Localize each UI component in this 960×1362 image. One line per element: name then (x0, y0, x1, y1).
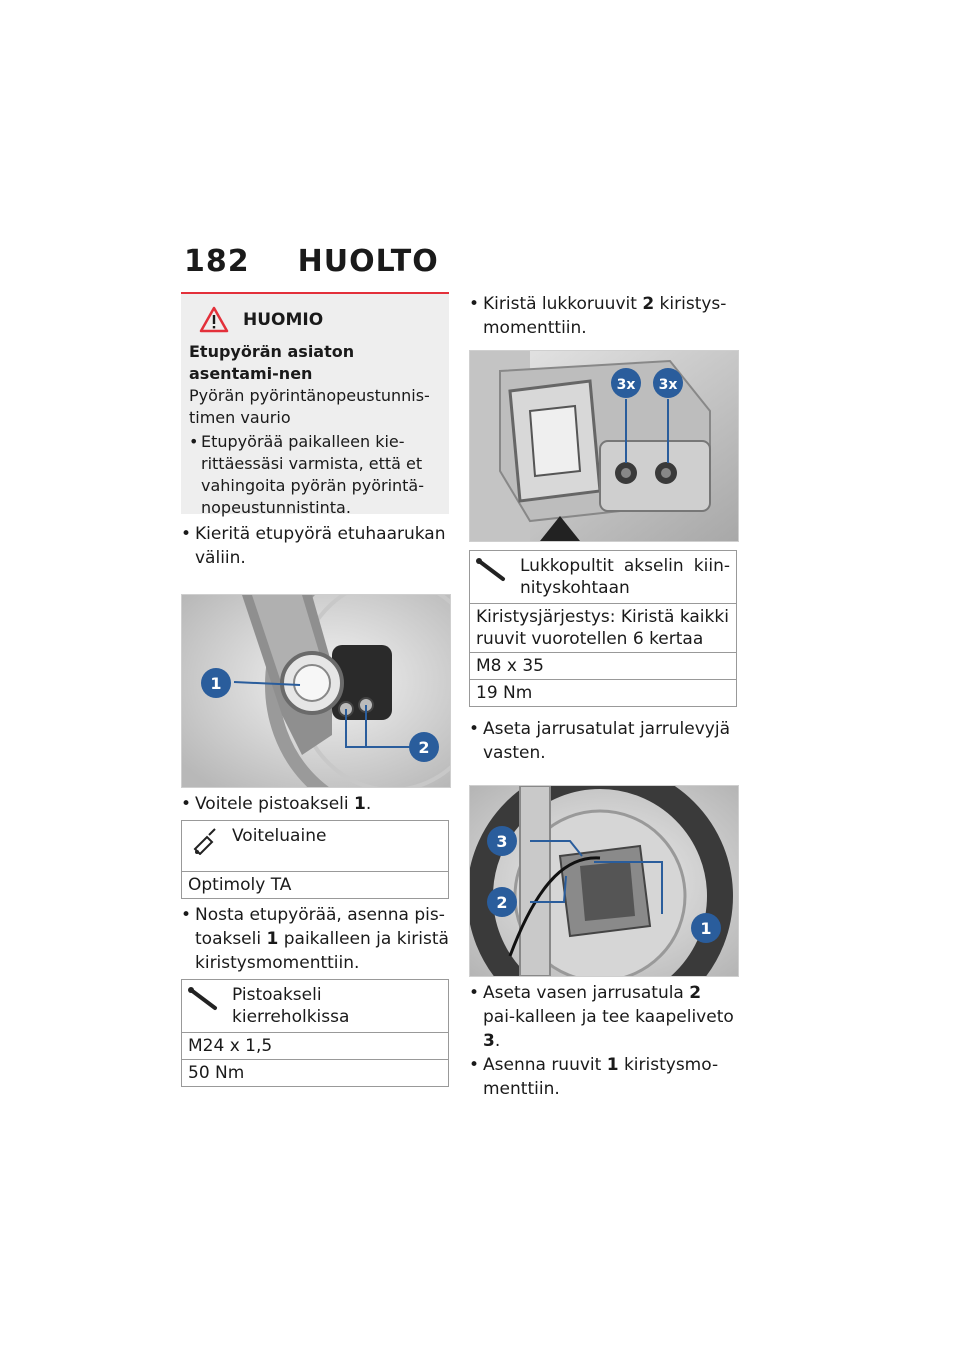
axle-torque-table (181, 979, 449, 1087)
page-header (184, 244, 439, 284)
axle-illustration (182, 595, 450, 787)
lock-torque-title: Lukkopultit akselin kiin-nityskohtaan (520, 556, 730, 598)
warning-icon (199, 306, 229, 333)
caliper-illustration (470, 786, 738, 976)
step-lubricate: • Voitele pistoakseli 1. (181, 794, 372, 814)
callout-1-label: 1 (210, 674, 222, 693)
notice-header (199, 306, 441, 333)
torque-wrench-icon (187, 984, 221, 1014)
notice-subject: Etupyörän asiaton asentami-nen (189, 342, 355, 383)
step-roll-wheel: • Kieritä etupyörä etuhaarukan väliin. (181, 524, 446, 568)
axle-thread: M24 x 1,5 (182, 1033, 449, 1060)
callout-3x-a-label: 3x (616, 377, 636, 393)
callout-1b-label: 1 (700, 919, 712, 938)
callout-3x-b-label: 3x (658, 377, 678, 393)
lock-bolts-illustration (470, 351, 738, 541)
notice-label: HUOMIO (243, 309, 324, 330)
callout-3-label: 3 (496, 832, 508, 851)
lock-torque-sequence: Kiristysjärjestys: Kiristä kaikki ruuvit vuorotellen 6 kertaa (470, 604, 737, 653)
callout-2b-label: 2 (496, 893, 508, 912)
axle-torque-value: 50 Nm (182, 1060, 449, 1087)
chapter-title: HUOLTO (297, 244, 439, 279)
notice-actions (189, 431, 441, 519)
step-tighten-locks: • Kiristä lukkoruuvit 2 kiristys-momenttiin. (469, 294, 727, 338)
lubricant-title: Voiteluaine (232, 826, 327, 846)
torque-wrench-icon (475, 555, 509, 585)
left-column (181, 292, 449, 1087)
figure-lock-bolts (469, 350, 739, 542)
notice-consequence: Pyörän pyörintänopeustunnis-timen vaurio (189, 386, 430, 427)
step-left-caliper: • Aseta vasen jarrusatula 2 pai-kalleen ja tee kaapeliveto 3. (469, 983, 734, 1051)
figure-axle (181, 594, 451, 788)
lock-thread: M8 x 35 (470, 653, 737, 680)
axle-torque-title: Pistoakseli kierreholkissa (232, 985, 350, 1027)
figure-caliper (469, 785, 739, 977)
step-position-calipers: • Aseta jarrusatulat jarrulevyjä vasten. (469, 719, 730, 763)
lock-torque-table (469, 550, 737, 707)
notice-action: • Etupyörää paikalleen kie-rittäessäsi varmista, että et vahingoita pyörän pyörintä-nopeustunnistinta. (189, 431, 441, 519)
step-install-axle: • Nosta etupyörää, asenna pis-toakseli 1 paikalleen ja kiristä kiristysmomenttiin. (181, 905, 449, 973)
right-column (469, 292, 737, 1101)
step-install-screws: • Asenna ruuvit 1 kiristysmo-menttiin. (469, 1055, 719, 1099)
lock-torque-value: 19 Nm (470, 680, 737, 707)
notice-box (181, 292, 449, 517)
page-number: 182 (184, 244, 250, 279)
lubricant-table (181, 820, 449, 899)
callout-2-label: 2 (418, 738, 430, 757)
lubricant-value: Optimoly TA (182, 872, 449, 899)
lubricant-tube-icon (189, 825, 219, 855)
